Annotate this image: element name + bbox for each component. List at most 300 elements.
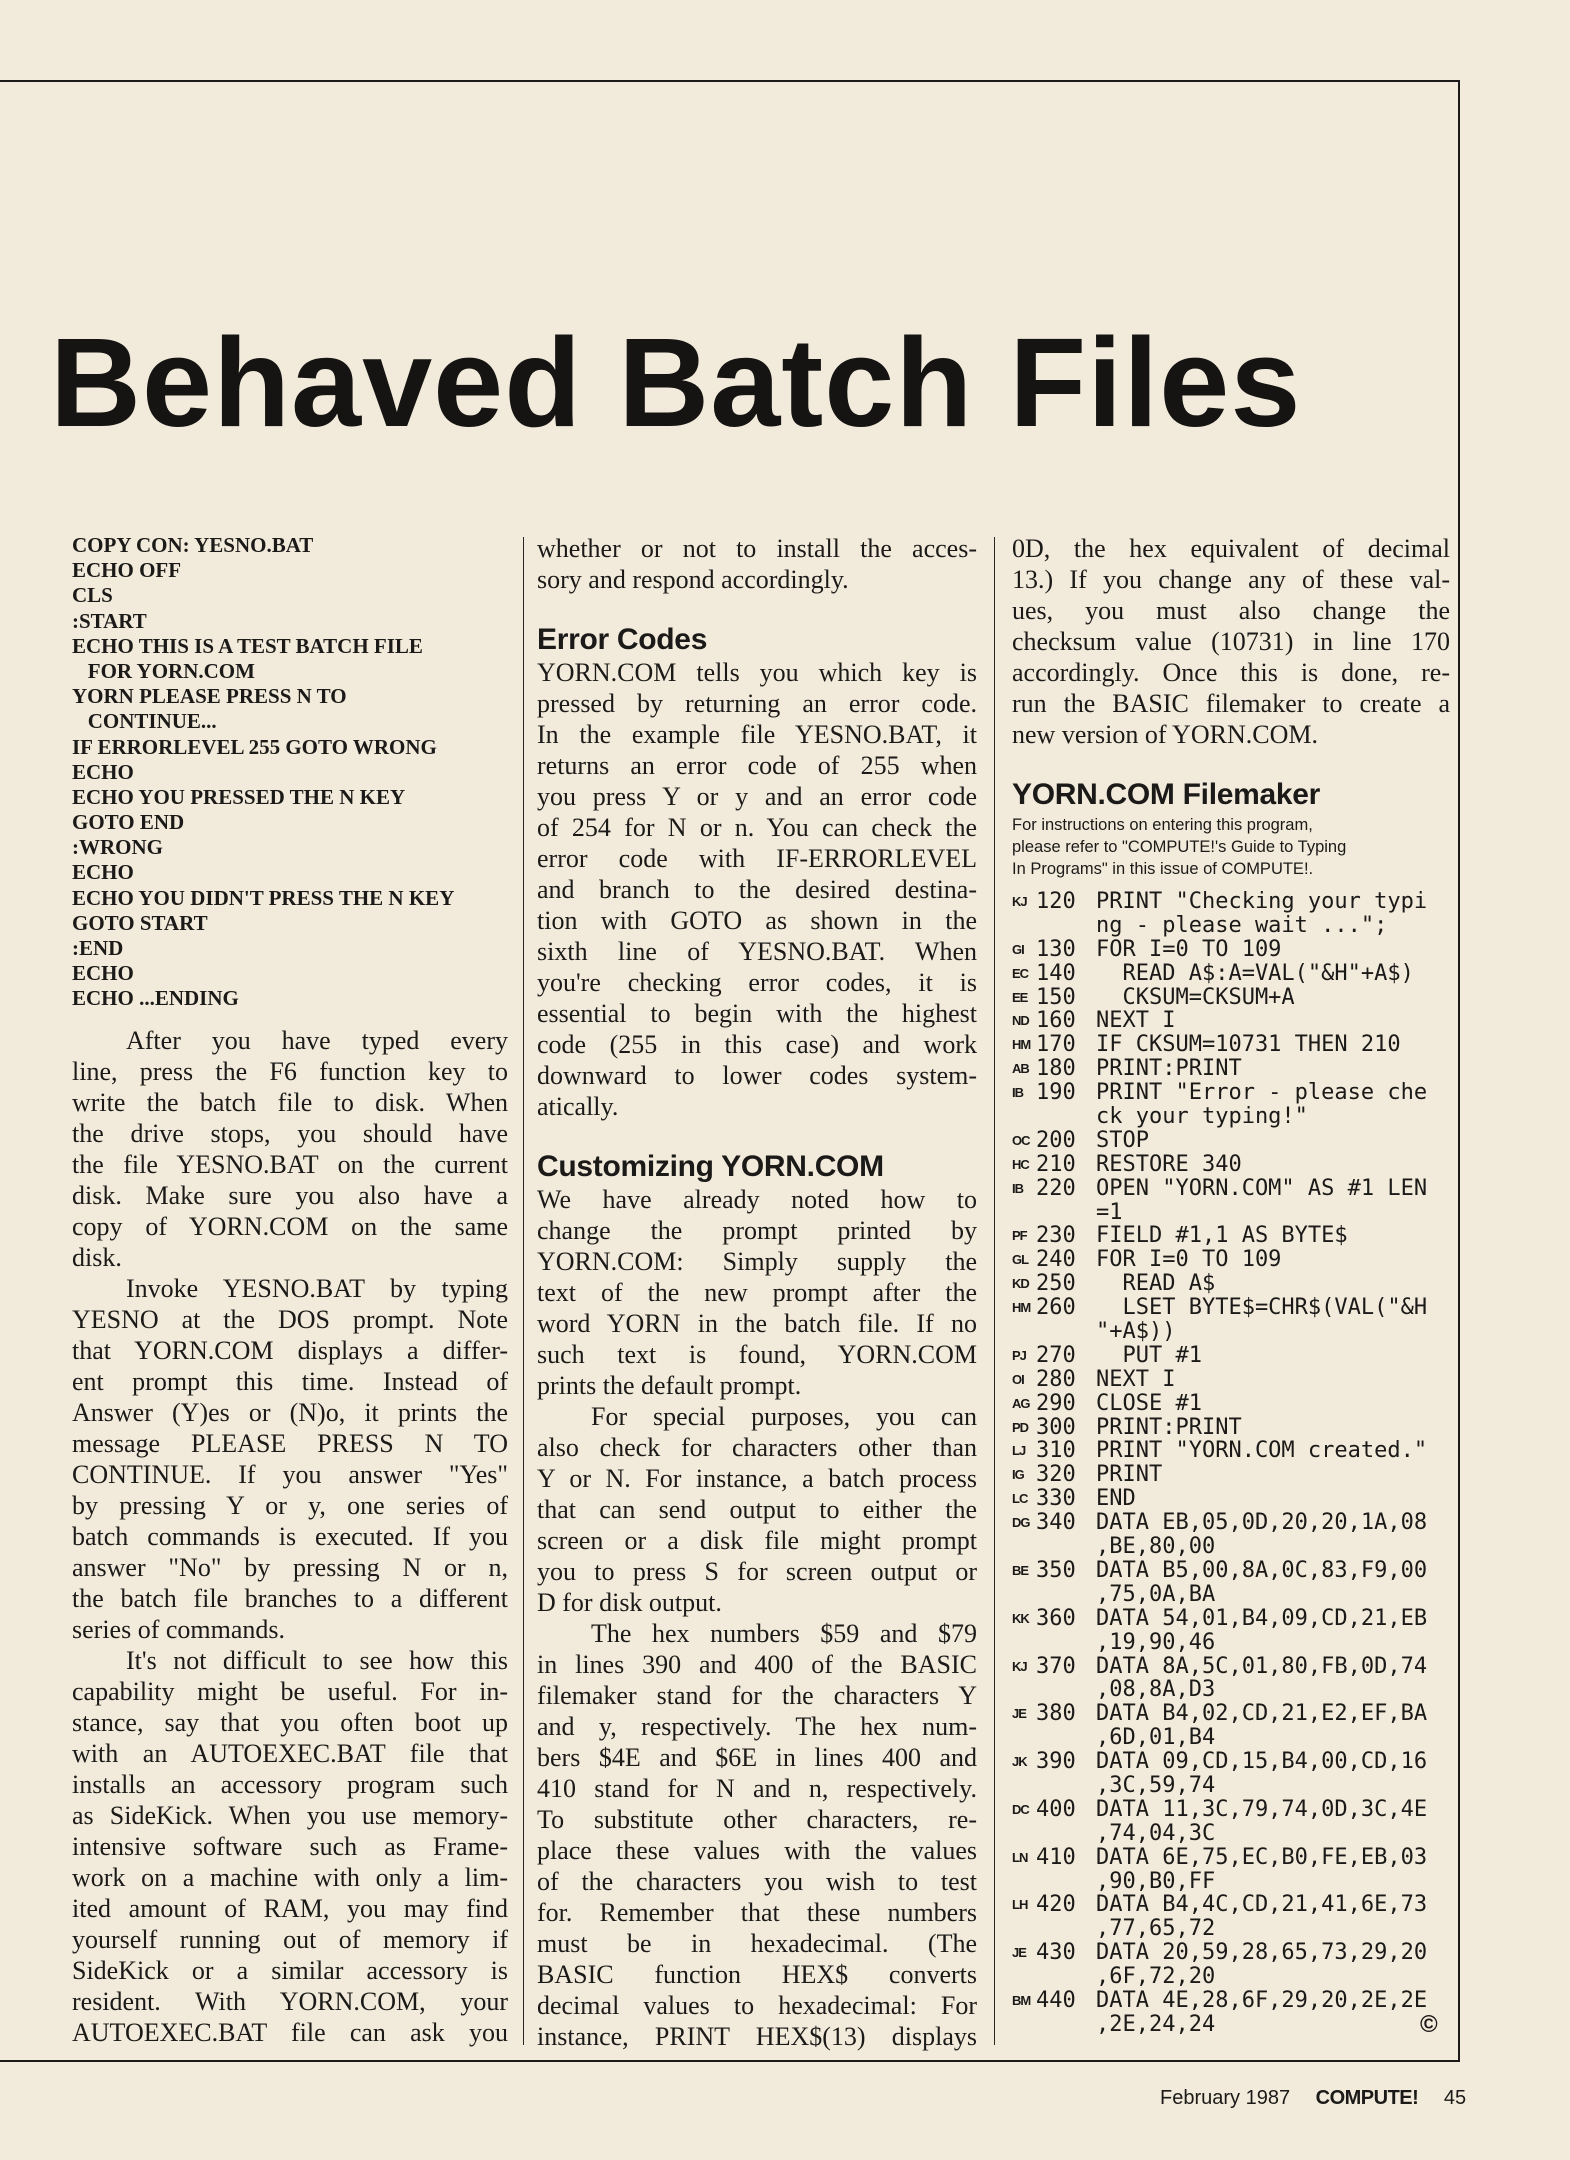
line-number: 320 — [1036, 1462, 1076, 1488]
program-line — [1012, 2013, 1450, 2037]
text-line: checksum value (10731) in line 170 — [1012, 627, 1450, 656]
text-line: sixth line of YESNO.BAT. When — [537, 937, 977, 966]
checksum-code: KD — [1012, 1276, 1029, 1292]
checksum-code: GL — [1012, 1252, 1029, 1268]
text-line: accordingly. Once this is done, re- — [1012, 658, 1450, 687]
text-line: line, press the F6 function key to — [72, 1056, 508, 1086]
issue-date: February 1987 — [1160, 2087, 1291, 2109]
line-number: 400 — [1036, 1796, 1076, 1822]
line-number: 280 — [1036, 1366, 1076, 1392]
line-number: 220 — [1036, 1175, 1076, 1201]
code-line: ECHO THIS IS A TEST BATCH FILE — [72, 633, 423, 658]
program-line — [1012, 1057, 1450, 1081]
line-number-spacer — [1036, 1917, 1096, 1941]
text-line: run the BASIC filemaker to create a — [1012, 689, 1450, 718]
program-line — [1012, 914, 1450, 938]
magazine-name: COMPUTE! — [1315, 2087, 1419, 2109]
program-statement: ,6D,01,B4 — [1096, 1725, 1216, 1751]
text-line: Y or N. For instance, a batch process — [537, 1464, 977, 1493]
checksum-code: BM — [1012, 1992, 1031, 2008]
program-line — [1012, 1009, 1450, 1033]
program-statement: ,08,8A,D3 — [1096, 1677, 1216, 1703]
text-line: the drive stops, you should have — [72, 1118, 508, 1148]
program-line — [1012, 1416, 1450, 1440]
program-statement: NEXT I — [1096, 1008, 1176, 1034]
code-line: GOTO END — [72, 810, 185, 835]
program-line — [1012, 1129, 1450, 1153]
program-statement: PRINT "YORN.COM created." — [1096, 1438, 1428, 1464]
text-line: After you have typed every — [126, 1025, 508, 1055]
text-line: capability might be useful. For in- — [72, 1676, 508, 1706]
page-footer — [1160, 2087, 1486, 2110]
checksum-code: ND — [1012, 1013, 1029, 1029]
text-line: downward to lower codes system- — [537, 1061, 977, 1090]
paragraph — [537, 1401, 977, 1618]
text-line: series of commands. — [72, 1614, 286, 1644]
line-number-spacer — [1036, 1870, 1096, 1894]
paragraph — [72, 1645, 508, 2048]
program-statement: ck your typing!" — [1096, 1104, 1308, 1130]
program-statement: ,75,0A,BA — [1096, 1581, 1216, 1607]
program-statement: ,6F,72,20 — [1096, 1964, 1216, 1990]
code-line: :START — [72, 608, 147, 633]
checksum-code: JE — [1012, 1706, 1026, 1722]
program-line — [1012, 1750, 1450, 1774]
paragraph — [537, 1618, 977, 2052]
program-line — [1012, 1153, 1450, 1177]
text-line: bers $4E and $6E in lines 400 and — [537, 1743, 977, 1772]
text-line: essential to begin with the highest — [537, 999, 977, 1028]
paragraph — [1012, 533, 1450, 750]
checksum-code: DC — [1012, 1801, 1029, 1817]
text-line: Answer (Y)es or (N)o, it prints the — [72, 1397, 508, 1427]
code-line: ECHO ...ENDING — [72, 986, 239, 1011]
text-line: ues, you must also change the — [1012, 596, 1450, 625]
line-number: 230 — [1036, 1223, 1076, 1249]
checksum-spacer — [1012, 1678, 1036, 1702]
checksum-code: PD — [1012, 1419, 1029, 1435]
text-line: in lines 390 and 400 of the BASIC — [537, 1650, 977, 1679]
code-line: ECHO — [72, 961, 134, 986]
program-line — [1012, 986, 1450, 1010]
text-line: screen or a disk file might prompt — [537, 1526, 977, 1555]
program-line — [1012, 1774, 1450, 1798]
checksum-code: JK — [1012, 1754, 1027, 1770]
program-statement: PRINT "Checking your typi — [1096, 889, 1428, 914]
program-line — [1012, 1583, 1450, 1607]
text-line: pressed by returning an error code. — [537, 689, 977, 718]
line-number-spacer — [1036, 1535, 1096, 1559]
checksum-spacer — [1012, 1774, 1036, 1798]
program-statement: ,74,04,3C — [1096, 1820, 1216, 1846]
program-statement: ng - please wait ..."; — [1096, 912, 1388, 938]
article-title: Behaved Batch Files — [50, 312, 1302, 453]
program-statement: DATA B4,02,CD,21,E2,EF,BA — [1096, 1701, 1428, 1727]
text-line: YORN.COM: Simply supply the — [537, 1247, 977, 1276]
program-statement: STOP — [1096, 1127, 1149, 1153]
line-number: 140 — [1036, 960, 1076, 986]
program-line — [1012, 1535, 1450, 1559]
line-number-spacer — [1036, 1774, 1096, 1798]
paragraph — [537, 1184, 977, 1401]
program-line — [1012, 1965, 1450, 1989]
program-statement: DATA 09,CD,15,B4,00,CD,16 — [1096, 1749, 1428, 1775]
text-line: the file YESNO.BAT on the current — [72, 1149, 508, 1179]
checksum-spacer — [1012, 1822, 1036, 1846]
program-line — [1012, 938, 1450, 962]
page-number: 45 — [1443, 2087, 1467, 2109]
line-number-spacer — [1036, 1822, 1096, 1846]
program-statement: READ A$ — [1096, 1271, 1216, 1297]
code-line: CLS — [72, 583, 113, 608]
code-line: :WRONG — [72, 835, 163, 860]
text-line: whether or not to install the acces- — [537, 534, 977, 563]
column-divider — [994, 537, 995, 2045]
text-line: To substitute other characters, re- — [537, 1805, 977, 1834]
checksum-code: LJ — [1012, 1443, 1026, 1459]
program-statement: RESTORE 340 — [1096, 1151, 1242, 1177]
text-line: YESNO at the DOS prompt. Note — [72, 1304, 508, 1334]
checksum-spacer — [1012, 1917, 1036, 1941]
program-statement: ,3C,59,74 — [1096, 1772, 1216, 1798]
text-line: with an AUTOEXEC.BAT file that — [72, 1738, 508, 1768]
text-line: as SideKick. When you use memory- — [72, 1800, 508, 1830]
checksum-spacer — [1012, 914, 1036, 938]
checksum-spacer — [1012, 1105, 1036, 1129]
text-line: decimal values to hexadecimal: For — [537, 1991, 977, 2020]
line-number: 250 — [1036, 1271, 1076, 1297]
checksum-code: IB — [1012, 1085, 1023, 1101]
line-number-spacer — [1036, 1726, 1096, 1750]
text-line: D for disk output. — [537, 1588, 722, 1617]
code-line: FOR YORN.COM — [72, 658, 255, 683]
code-line: ECHO — [72, 860, 134, 885]
program-statement: OPEN "YORN.COM" AS #1 LEN — [1096, 1175, 1428, 1201]
text-line: you press Y or y and an error code — [537, 782, 977, 811]
section-heading: YORN.COM Filemaker — [1012, 778, 1321, 811]
paragraph — [72, 1025, 508, 1273]
copyright-icon: © — [1420, 2011, 1438, 2038]
program-line — [1012, 1081, 1450, 1105]
checksum-code: EE — [1012, 989, 1028, 1005]
line-number: 120 — [1036, 889, 1076, 914]
line-number: 410 — [1036, 1844, 1076, 1870]
line-number: 300 — [1036, 1414, 1076, 1440]
program-line — [1012, 1726, 1450, 1750]
program-statement: DATA B4,4C,CD,21,41,6E,73 — [1096, 1892, 1428, 1918]
text-line: 410 stand for N and n, respectively. — [537, 1774, 977, 1803]
code-line: :END — [72, 936, 124, 960]
program-line — [1012, 962, 1450, 986]
program-statement: FIELD #1,1 AS BYTE$ — [1096, 1223, 1348, 1249]
text-line: answer "No" by pressing N or n, — [72, 1552, 508, 1582]
checksum-code: AG — [1012, 1395, 1030, 1411]
checksum-code: PJ — [1012, 1347, 1026, 1363]
text-line: The hex numbers $59 and $79 — [591, 1619, 977, 1648]
basic-program-listing — [1012, 890, 1450, 2037]
checksum-spacer — [1012, 1965, 1036, 1989]
program-line — [1012, 1678, 1450, 1702]
program-statement: DATA 20,59,28,65,73,29,20 — [1096, 1940, 1428, 1966]
program-line — [1012, 1177, 1450, 1201]
line-number: 270 — [1036, 1342, 1076, 1368]
text-line: text of the new prompt after the — [537, 1278, 977, 1307]
code-line: ECHO — [72, 759, 134, 784]
program-statement: LSET BYTE$=CHR$(VAL("&H — [1096, 1295, 1428, 1321]
section-heading: Customizing YORN.COM — [537, 1150, 884, 1183]
program-statement: ,77,65,72 — [1096, 1916, 1216, 1942]
text-line: For special purposes, you can — [591, 1402, 977, 1431]
program-statement: FOR I=0 TO 109 — [1096, 936, 1282, 962]
program-statement: DATA EB,05,0D,20,20,1A,08 — [1096, 1510, 1428, 1536]
checksum-code: KJ — [1012, 894, 1027, 909]
program-statement: ,2E,24,24 — [1096, 2011, 1216, 2037]
text-line: such text is found, YORN.COM — [537, 1340, 977, 1369]
checksum-spacer — [1012, 1631, 1036, 1655]
checksum-spacer — [1012, 1320, 1036, 1344]
checksum-spacer — [1012, 1535, 1036, 1559]
program-statement: PRINT "Error - please che — [1096, 1080, 1428, 1106]
checksum-code: OC — [1012, 1132, 1030, 1148]
text-line: and y, respectively. The hex num- — [537, 1712, 977, 1741]
text-line: that YORN.COM displays a differ- — [72, 1335, 508, 1365]
program-statement: DATA 54,01,B4,09,CD,21,EB — [1096, 1605, 1428, 1631]
text-line: you to press S for screen output or — [537, 1557, 977, 1586]
text-line: disk. — [72, 1242, 122, 1272]
line-number: 370 — [1036, 1653, 1076, 1679]
checksum-code: LN — [1012, 1849, 1028, 1865]
text-line: also check for characters other than — [537, 1433, 977, 1462]
text-line: copy of YORN.COM on the same — [72, 1211, 508, 1241]
text-line: sory and respond accordingly. — [537, 565, 849, 594]
text-line: It's not difficult to see how this — [126, 1645, 508, 1675]
column-3 — [1012, 533, 1450, 2037]
program-line — [1012, 1655, 1450, 1679]
text-line: AUTOEXEC.BAT file can ask you — [72, 2017, 508, 2047]
text-line: ited amount of RAM, you may find — [72, 1893, 508, 1923]
checksum-spacer — [1012, 2013, 1036, 2037]
text-line: prints the default prompt. — [537, 1371, 802, 1400]
program-line — [1012, 1989, 1450, 2013]
note-line: For instructions on entering this program, — [1012, 816, 1313, 834]
checksum-code: KK — [1012, 1610, 1029, 1626]
checksum-code: DG — [1012, 1515, 1030, 1531]
text-line: you're checking error codes, it is — [537, 968, 977, 997]
program-statement: PRINT — [1096, 1462, 1163, 1488]
text-line: resident. With YORN.COM, your — [72, 1986, 508, 2016]
program-statement: PRINT:PRINT — [1096, 1056, 1242, 1082]
line-number: 130 — [1036, 936, 1076, 962]
text-line: disk. Make sure you also have a — [72, 1180, 508, 1210]
program-line — [1012, 1559, 1450, 1583]
checksum-code: HM — [1012, 1300, 1031, 1316]
text-line: intensive software such as Frame- — [72, 1831, 508, 1861]
line-number: 420 — [1036, 1892, 1076, 1918]
program-line — [1012, 1272, 1450, 1296]
text-line: code (255 in this case) and work — [537, 1030, 977, 1059]
program-statement: CLOSE #1 — [1096, 1390, 1202, 1416]
program-line — [1012, 1511, 1450, 1535]
paragraph — [537, 533, 977, 595]
line-number: 190 — [1036, 1080, 1076, 1106]
text-line: new version of YORN.COM. — [1012, 720, 1318, 749]
text-line: stance, say that you often boot up — [72, 1707, 508, 1737]
program-line — [1012, 1224, 1450, 1248]
page-frame-bottom-rule — [0, 2060, 1460, 2062]
program-statement: END — [1096, 1486, 1136, 1512]
program-statement: ,19,90,46 — [1096, 1629, 1216, 1655]
text-line: 0D, the hex equivalent of decimal — [1012, 534, 1450, 563]
program-line — [1012, 1917, 1450, 1941]
line-number-spacer — [1036, 1583, 1096, 1607]
program-statement: DATA 11,3C,79,74,0D,3C,4E — [1096, 1796, 1428, 1822]
checksum-code: PF — [1012, 1228, 1027, 1244]
code-line: ECHO YOU PRESSED THE N KEY — [72, 784, 406, 809]
text-line: change the prompt printed by — [537, 1216, 977, 1245]
line-number: 240 — [1036, 1247, 1076, 1273]
program-statement: FOR I=0 TO 109 — [1096, 1247, 1282, 1273]
batch-file-listing — [72, 533, 508, 1012]
text-line: atically. — [537, 1092, 619, 1121]
text-line: We have already noted how to — [537, 1185, 977, 1214]
text-line: CONTINUE. If you answer "Yes" — [72, 1459, 508, 1489]
checksum-spacer — [1012, 1870, 1036, 1894]
program-line — [1012, 1487, 1450, 1511]
checksum-spacer — [1012, 1583, 1036, 1607]
text-line: batch commands is executed. If you — [72, 1521, 508, 1551]
line-number-spacer — [1036, 1320, 1096, 1344]
section-heading: Error Codes — [537, 623, 708, 656]
line-number: 430 — [1036, 1940, 1076, 1966]
program-line — [1012, 1607, 1450, 1631]
text-line: filemaker stand for the characters Y — [537, 1681, 977, 1710]
checksum-code: IG — [1012, 1467, 1024, 1483]
program-line — [1012, 1320, 1450, 1344]
text-line: 13.) If you change any of these val- — [1012, 565, 1450, 594]
program-line — [1012, 1392, 1450, 1416]
line-number-spacer — [1036, 1678, 1096, 1702]
checksum-code: KJ — [1012, 1658, 1027, 1674]
text-line: yourself running out of memory if — [72, 1924, 508, 1954]
line-number: 170 — [1036, 1032, 1076, 1058]
program-line — [1012, 1439, 1450, 1463]
text-line: ent prompt this time. Instead of — [72, 1366, 508, 1396]
program-line — [1012, 1893, 1450, 1917]
line-number: 260 — [1036, 1295, 1076, 1321]
code-line: IF ERRORLEVEL 255 GOTO WRONG — [72, 734, 437, 759]
text-line: must be in hexadecimal. (The — [537, 1929, 977, 1958]
text-line: In the example file YESNO.BAT, it — [537, 720, 977, 749]
program-line — [1012, 890, 1450, 914]
line-number-spacer — [1036, 1201, 1096, 1225]
column-2 — [537, 533, 977, 2052]
text-line: that can send output to either the — [537, 1495, 977, 1524]
checksum-code: LH — [1012, 1897, 1028, 1913]
program-line — [1012, 1822, 1450, 1846]
program-statement: PRINT:PRINT — [1096, 1414, 1242, 1440]
line-number-spacer — [1036, 1965, 1096, 1989]
page-frame-top-rule — [0, 80, 1460, 82]
program-statement: DATA 8A,5C,01,80,FB,0D,74 — [1096, 1653, 1428, 1679]
line-number-spacer — [1036, 2013, 1096, 2037]
text-line: BASIC function HEX$ converts — [537, 1960, 977, 1989]
program-line — [1012, 1201, 1450, 1225]
program-line — [1012, 1941, 1450, 1965]
program-line — [1012, 1463, 1450, 1487]
text-line: write the batch file to disk. When — [72, 1087, 508, 1117]
line-number-spacer — [1036, 1631, 1096, 1655]
text-line: work on a machine with only a lim- — [72, 1862, 508, 1892]
program-line — [1012, 1798, 1450, 1822]
listing-instructions — [1012, 814, 1450, 880]
code-line: CONTINUE... — [72, 709, 217, 734]
line-number: 360 — [1036, 1605, 1076, 1631]
text-line: SideKick or a similar accessory is — [72, 1955, 508, 1985]
page-frame-right-rule — [1458, 80, 1460, 2061]
checksum-code: JE — [1012, 1945, 1026, 1961]
text-line: Invoke YESNO.BAT by typing — [126, 1273, 508, 1303]
text-line: by pressing Y or y, one series of — [72, 1490, 508, 1520]
note-line: In Programs" in this issue of COMPUTE!. — [1012, 860, 1314, 878]
line-number: 210 — [1036, 1151, 1076, 1177]
program-line — [1012, 1344, 1450, 1368]
line-number: 290 — [1036, 1390, 1076, 1416]
text-line: YORN.COM tells you which key is — [537, 658, 977, 687]
checksum-code: HC — [1012, 1156, 1029, 1172]
line-number: 340 — [1036, 1510, 1076, 1536]
checksum-code: EC — [1012, 965, 1029, 981]
program-line — [1012, 1631, 1450, 1655]
paragraph — [72, 1273, 508, 1645]
program-statement: ,BE,80,00 — [1096, 1534, 1216, 1560]
program-statement: ,90,B0,FF — [1096, 1868, 1216, 1894]
program-line — [1012, 1702, 1450, 1726]
text-line: instance, PRINT HEX$(13) displays — [537, 2022, 977, 2051]
program-statement: PUT #1 — [1096, 1342, 1202, 1368]
checksum-code: OI — [1012, 1371, 1024, 1387]
program-line — [1012, 1296, 1450, 1320]
program-statement: "+A$)) — [1096, 1319, 1176, 1345]
program-statement: IF CKSUM=10731 THEN 210 — [1096, 1032, 1401, 1058]
line-number: 380 — [1036, 1701, 1076, 1727]
text-line: of 254 for N or n. You can check the — [537, 813, 977, 842]
program-statement: DATA 6E,75,EC,B0,FE,EB,03 — [1096, 1844, 1428, 1870]
line-number: 150 — [1036, 984, 1076, 1010]
checksum-code: LC — [1012, 1491, 1028, 1507]
checksum-spacer — [1012, 1201, 1036, 1225]
program-statement: NEXT I — [1096, 1366, 1176, 1392]
line-number: 180 — [1036, 1056, 1076, 1082]
code-line: ECHO OFF — [72, 558, 182, 583]
text-line: error code with IF-ERRORLEVEL — [537, 844, 977, 873]
code-line: GOTO START — [72, 910, 208, 935]
checksum-code: AB — [1012, 1061, 1029, 1077]
line-number: 440 — [1036, 1987, 1076, 2013]
checksum-code: GI — [1012, 941, 1024, 957]
text-line: the batch file branches to a different — [72, 1583, 508, 1613]
program-line — [1012, 1248, 1450, 1272]
text-line: word YORN in the batch file. If no — [537, 1309, 977, 1338]
program-statement: CKSUM=CKSUM+A — [1096, 984, 1295, 1010]
line-number: 310 — [1036, 1438, 1076, 1464]
text-line: and branch to the desired destina- — [537, 875, 977, 904]
paragraph — [537, 657, 977, 1122]
text-line: installs an accessory program such — [72, 1769, 508, 1799]
program-line — [1012, 1033, 1450, 1057]
program-line — [1012, 1846, 1450, 1870]
line-number: 390 — [1036, 1749, 1076, 1775]
checksum-code: BE — [1012, 1562, 1029, 1578]
